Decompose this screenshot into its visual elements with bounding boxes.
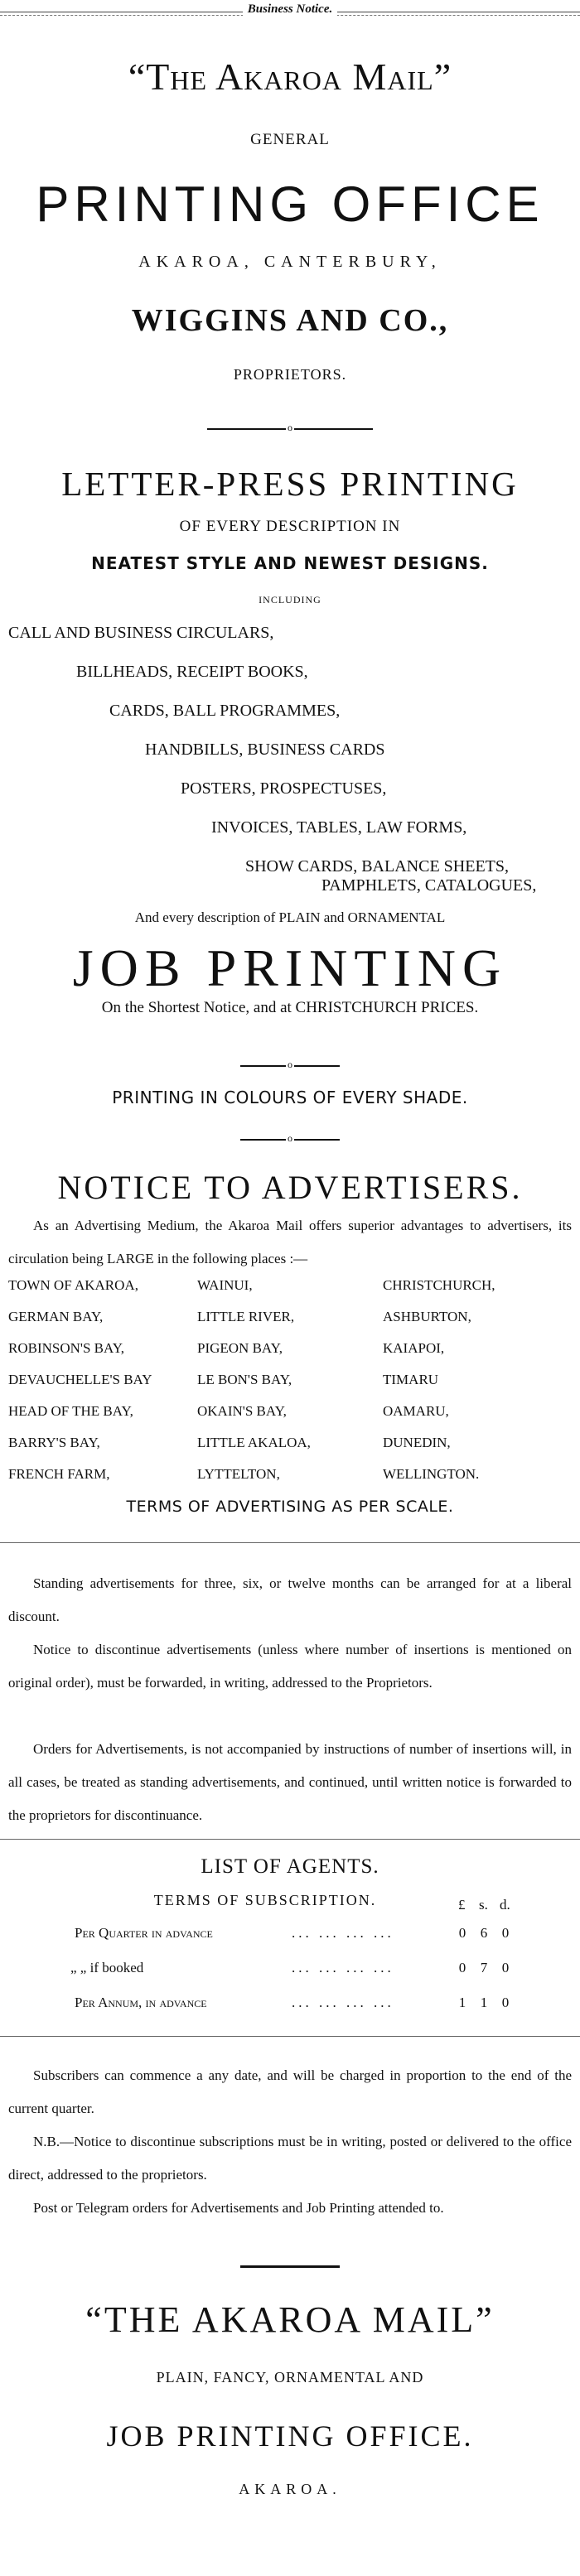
- divider-1: o: [207, 424, 373, 434]
- subscription-label: „ „ if booked: [70, 1960, 144, 1975]
- town: OAMARU,: [383, 1403, 449, 1419]
- table-row: [8, 1309, 572, 1342]
- town: OKAIN'S BAY,: [197, 1403, 287, 1419]
- subscription-row: [75, 1995, 522, 2019]
- including-label: INCLUDING: [259, 594, 321, 605]
- town: PIGEON BAY,: [197, 1340, 283, 1356]
- town: LYTTELTON,: [197, 1466, 280, 1482]
- town: DEVAUCHELLE'S BAY: [8, 1372, 152, 1387]
- town: LITTLE AKALOA,: [197, 1435, 311, 1450]
- pence-value: 0: [501, 1925, 510, 1941]
- pence-value: 0: [501, 1995, 510, 2010]
- currency-shillings: s.: [479, 1897, 488, 1913]
- divider-2: o: [240, 1061, 340, 1071]
- footer-title: “THE AKAROA MAIL”: [85, 2299, 495, 2340]
- pence-value: 0: [501, 1960, 510, 1975]
- neatest-style: NEATEST STYLE AND NEWEST DESIGNS.: [91, 553, 489, 573]
- town: LITTLE RIVER,: [197, 1309, 295, 1324]
- table-row: [8, 1340, 572, 1373]
- town: GERMAN BAY,: [8, 1309, 104, 1324]
- town: TOWN OF AKAROA,: [8, 1277, 138, 1293]
- colours-heading: PRINTING IN COLOURS OF EVERY SHADE.: [112, 1088, 468, 1107]
- subscription-row: [70, 1960, 522, 1985]
- subscription-label: Per Quarter in advance: [75, 1925, 213, 1941]
- and-every-description: And every description of PLAIN and ORNAMENTAL: [134, 909, 446, 925]
- shillings-value: 6: [480, 1925, 488, 1941]
- footer-akaroa: AKAROA.: [239, 2481, 341, 2497]
- town: CHRISTCHURCH,: [383, 1277, 495, 1293]
- leader-dots: ... ... ... ...: [292, 1960, 394, 1975]
- shillings-value: 1: [480, 1995, 488, 2010]
- proprietors-label: PROPRIETORS.: [233, 366, 347, 383]
- town: KAIAPOI,: [383, 1340, 445, 1356]
- table-row: [8, 1372, 572, 1405]
- separator: [0, 1542, 580, 1543]
- pounds-value: 0: [458, 1925, 466, 1941]
- general-label: GENERAL: [250, 131, 330, 148]
- list-item: POSTERS, PROSPECTUSES,: [181, 779, 387, 798]
- printing-office-heading: PRINTING OFFICE: [36, 176, 544, 232]
- table-row: [8, 1277, 572, 1310]
- divider-3: o: [240, 1135, 340, 1145]
- town: TIMARU: [383, 1372, 439, 1387]
- list-item: CARDS, BALL PROGRAMMES,: [109, 702, 341, 720]
- section-title: Business Notice.: [243, 2, 338, 17]
- table-row: [8, 1466, 572, 1499]
- town: HEAD OF THE BAY,: [8, 1403, 133, 1419]
- town: ROBINSON'S BAY,: [8, 1340, 125, 1356]
- subscription-heading: TERMS OF SUBSCRIPTION.: [153, 1892, 377, 1908]
- advertisers-intro: As an Advertising Medium, the Akaroa Mail offers superior advantages to advertisers, its circulation being LARGE in the following places :—: [8, 1218, 572, 1266]
- list-item: INVOICES, TABLES, LAW FORMS,: [211, 818, 467, 837]
- separator: [0, 1839, 580, 1840]
- list-item: BILLHEADS, RECEIPT BOOKS,: [76, 663, 308, 681]
- commence-paragraph: Subscribers can commence a any date, and will be charged in proportion to the end of the current quarter.: [8, 2067, 572, 2116]
- discontinue-paragraph: Notice to discontinue advertisements (unless where number of insertions is mentioned on original order), must be forwarded, in writing, addressed to the Proprietors.: [8, 1642, 572, 1691]
- town: FRENCH FARM,: [8, 1466, 110, 1482]
- subscription-label: Per Annum, in advance: [75, 1995, 207, 2010]
- advertisers-heading: NOTICE TO ADVERTISERS.: [57, 1169, 523, 1206]
- currency-pence: d.: [500, 1897, 510, 1913]
- subscription-row: [75, 1925, 522, 1950]
- list-item: HANDBILLS, BUSINESS CARDS: [145, 740, 385, 759]
- terms-of-advertising: TERMS OF ADVERTISING AS PER SCALE.: [126, 1498, 454, 1516]
- leader-dots: ... ... ... ...: [292, 1925, 394, 1941]
- town: DUNEDIN,: [383, 1435, 451, 1450]
- newspaper-title: “The Akaroa Mail”: [128, 55, 452, 98]
- pounds-value: 0: [458, 1960, 466, 1975]
- letterpress-heading: LETTER-PRESS PRINTING: [61, 465, 519, 503]
- list-item: CALL AND BUSINESS CIRCULARS,: [8, 624, 274, 642]
- table-row: [8, 1435, 572, 1468]
- header: [0, 0, 580, 17]
- shillings-value: 7: [480, 1960, 488, 1975]
- job-printing-heading: JOB PRINTING: [72, 938, 508, 997]
- pounds-value: 1: [458, 1995, 466, 2010]
- town: LE BON'S BAY,: [197, 1372, 292, 1387]
- separator: [0, 2036, 580, 2037]
- orders-paragraph: Orders for Advertisements, is not accompanied by instructions of number of insertions will, in all cases, be treated as standing advertisements, and continued, until written notice is forwarded to the proprietors for discontinuance.: [8, 1741, 572, 1823]
- location: AKAROA, CANTERBURY,: [138, 253, 442, 271]
- list-item: PAMPHLETS, CATALOGUES,: [321, 876, 537, 895]
- job-printing-office: JOB PRINTING OFFICE.: [106, 2419, 474, 2453]
- leader-dots: ... ... ... ...: [292, 1995, 394, 2010]
- divider-4: [240, 2261, 340, 2271]
- shortest-notice: On the Shortest Notice, and at CHRISTCHURCH PRICES.: [101, 999, 479, 1016]
- nb-paragraph: N.B.—Notice to discontinue subscriptions must be in writing, posted or delivered to the office direct, addressed to the proprietors.: [8, 2134, 572, 2183]
- table-row: [8, 1403, 572, 1436]
- currency-pounds: £: [458, 1897, 466, 1913]
- plain-fancy: PLAIN, FANCY, ORNAMENTAL AND: [156, 2369, 424, 2385]
- town: ASHBURTON,: [383, 1309, 471, 1324]
- town: WAINUI,: [197, 1277, 253, 1293]
- post-paragraph: Post or Telegram orders for Advertisements and Job Printing attended to.: [33, 2200, 444, 2216]
- standing-paragraph: Standing advertisements for three, six, or twelve months can be arranged for at a liberal discount.: [8, 1575, 572, 1624]
- agents-heading: LIST OF AGENTS.: [201, 1855, 379, 1878]
- town: WELLINGTON.: [383, 1466, 480, 1482]
- every-description: OF EVERY DESCRIPTION IN: [179, 518, 401, 535]
- firm-name: WIGGINS AND CO.,: [131, 303, 449, 338]
- list-item: SHOW CARDS, BALANCE SHEETS,: [245, 857, 509, 876]
- town: BARRY'S BAY,: [8, 1435, 100, 1450]
